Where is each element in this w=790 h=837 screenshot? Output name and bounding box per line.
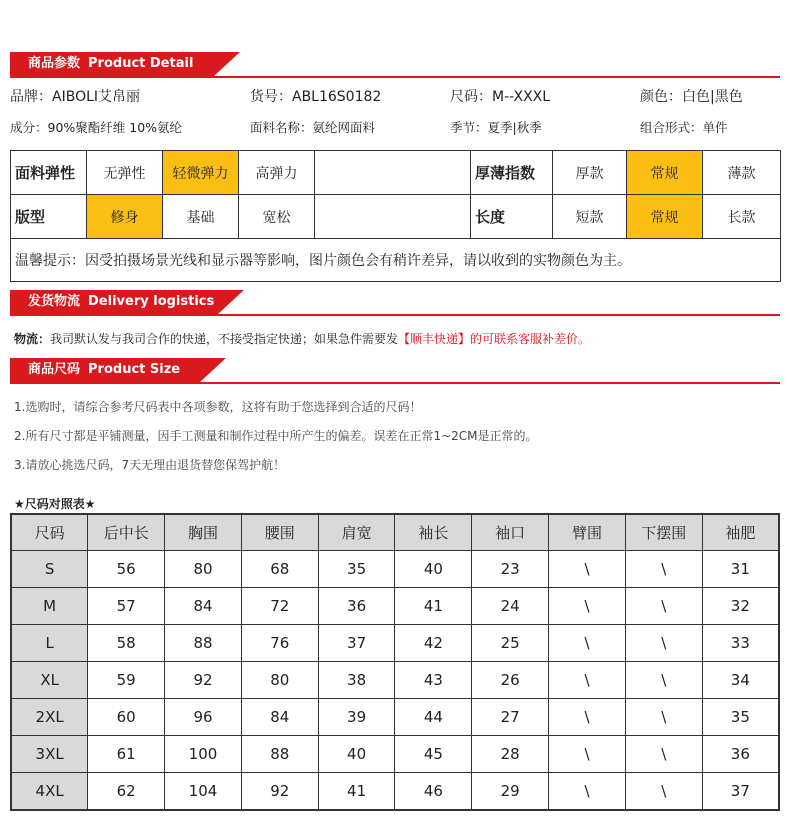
size-value-cell: \ [549, 773, 626, 811]
season: 季节：夏季|秋季 [450, 119, 542, 135]
size-value-cell: 61 [88, 736, 165, 773]
section-title-en: Delivery logistics [88, 294, 215, 309]
attr-row [11, 239, 781, 282]
section-header-detail [10, 46, 780, 80]
section-divider [10, 314, 780, 316]
empty-cell [315, 151, 471, 195]
size-value-cell: 88 [241, 736, 318, 773]
empty-cell [315, 195, 471, 239]
size-value-cell: 43 [395, 662, 472, 699]
size-label-cell: S [11, 551, 88, 588]
size-value-cell: 60 [88, 699, 165, 736]
thickness-label: 厚薄指数 [471, 151, 553, 195]
size-value-cell: 100 [165, 736, 242, 773]
size-value-cell: 23 [472, 551, 549, 588]
length-option: 长款 [703, 195, 781, 239]
elasticity-option: 高弹力 [239, 151, 315, 195]
size-value-cell: 36 [318, 588, 395, 625]
fit-option: 宽松 [239, 195, 315, 239]
header-cell: 臂围 [549, 514, 626, 551]
size-value-cell: 76 [241, 625, 318, 662]
size-value-cell: \ [625, 736, 702, 773]
size-value-cell: \ [549, 588, 626, 625]
size-value-cell: 84 [165, 588, 242, 625]
size-table [10, 513, 780, 811]
header-cell: 袖肥 [702, 514, 779, 551]
size-value-cell: 88 [165, 625, 242, 662]
size-value-cell: \ [625, 699, 702, 736]
size-value-cell: \ [625, 662, 702, 699]
size-value-cell: 72 [241, 588, 318, 625]
size-value-cell: 40 [318, 736, 395, 773]
item-number: 货号：ABL16S0182 [250, 88, 382, 105]
size-value-cell: 37 [702, 773, 779, 811]
section-tab-slant [200, 358, 226, 382]
size-value-cell: 29 [472, 773, 549, 811]
section-title-en: Product Detail [88, 56, 194, 71]
size-value-cell: 37 [318, 625, 395, 662]
fabric-name: 面料名称：氨纶网面料 [250, 119, 376, 135]
size-value-cell: 96 [165, 699, 242, 736]
section-tab-slant [214, 52, 240, 76]
size-value-cell: 80 [241, 662, 318, 699]
size-value-cell: 59 [88, 662, 165, 699]
length-option-selected: 常规 [627, 195, 703, 239]
size-value-cell: 92 [165, 662, 242, 699]
size-table-header [11, 514, 779, 551]
size-value-cell: 41 [395, 588, 472, 625]
section-header-logistics [10, 284, 780, 318]
section-tab [10, 358, 200, 382]
size-value-cell: 46 [395, 773, 472, 811]
header-cell: 肩宽 [318, 514, 395, 551]
section-divider [10, 382, 780, 384]
size-label-cell: XL [11, 662, 88, 699]
size-value-cell: 27 [472, 699, 549, 736]
size-label-cell: 3XL [11, 736, 88, 773]
size-value-cell: 35 [702, 699, 779, 736]
header-cell: 袖长 [395, 514, 472, 551]
size-value-cell: 34 [702, 662, 779, 699]
size-value-cell: 57 [88, 588, 165, 625]
header-cell: 胸围 [165, 514, 242, 551]
table-row [11, 699, 779, 736]
section-tab [10, 290, 218, 314]
size-value-cell: 42 [395, 625, 472, 662]
size-value-cell: 25 [472, 625, 549, 662]
colors: 颜色：白色|黑色 [640, 88, 743, 105]
size-value-cell: 84 [241, 699, 318, 736]
size-table-title: ★尺码对照表★ [14, 497, 96, 511]
size-value-cell: 33 [702, 625, 779, 662]
size-value-cell: \ [549, 625, 626, 662]
size-value-cell: \ [625, 773, 702, 811]
size-value-cell: \ [625, 588, 702, 625]
attr-row [11, 195, 781, 239]
table-row [11, 551, 779, 588]
size-value-cell: \ [549, 736, 626, 773]
table-row [11, 773, 779, 811]
detail-row [10, 111, 780, 142]
composition: 成分：90%聚酯纤维 10%氨纶 [10, 119, 183, 135]
size-table-body [11, 551, 779, 811]
size-value-cell: 40 [395, 551, 472, 588]
header-cell: 后中长 [88, 514, 165, 551]
thickness-option: 厚款 [553, 151, 627, 195]
size-value-cell: 32 [702, 588, 779, 625]
table-row [11, 588, 779, 625]
fit-option: 基础 [163, 195, 239, 239]
size-label-cell: M [11, 588, 88, 625]
combination: 组合形式：单件 [640, 119, 728, 135]
size-value-cell: 35 [318, 551, 395, 588]
logistics-label: 物流： [14, 332, 51, 346]
size-note: 2.所有尺寸都是平铺测量，因手工测量和制作过程中所产生的偏差。误差在正常1~2CM是正常的。 [14, 429, 538, 443]
size-label-cell: 4XL [11, 773, 88, 811]
size-label-cell: 2XL [11, 699, 88, 736]
thickness-option-selected: 常规 [627, 151, 703, 195]
size-value-cell: 28 [472, 736, 549, 773]
length-label: 长度 [471, 195, 553, 239]
size-value-cell: 24 [472, 588, 549, 625]
size-value-cell: 68 [241, 551, 318, 588]
size-value-cell: 45 [395, 736, 472, 773]
size-value-cell: 58 [88, 625, 165, 662]
table-row [11, 625, 779, 662]
size-value-cell: 26 [472, 662, 549, 699]
size-value-cell: \ [625, 625, 702, 662]
size-value-cell: 80 [165, 551, 242, 588]
size-note: 3.请放心挑选尺码，7天无理由退货替您保驾护航！ [14, 458, 286, 472]
section-tab [10, 52, 214, 76]
size-value-cell: 44 [395, 699, 472, 736]
section-divider [10, 76, 780, 78]
table-row [11, 736, 779, 773]
size-value-cell: 92 [241, 773, 318, 811]
logistics-note [14, 330, 590, 347]
size-value-cell: 104 [165, 773, 242, 811]
size-value-cell: 41 [318, 773, 395, 811]
section-title-en: Product Size [88, 362, 181, 377]
size-value-cell: 39 [318, 699, 395, 736]
header-cell: 尺码 [11, 514, 88, 551]
size-value-cell: 62 [88, 773, 165, 811]
table-row [11, 662, 779, 699]
thickness-option: 薄款 [703, 151, 781, 195]
size-value-cell: 31 [702, 551, 779, 588]
section-title-zh: 发货物流 [28, 294, 81, 309]
fit-label: 版型 [11, 195, 87, 239]
size-label-cell: L [11, 625, 88, 662]
attributes-table [10, 150, 781, 282]
size-value-cell: \ [625, 551, 702, 588]
logistics-highlight: 【顺丰快递】的可联系客服补差价。 [398, 332, 591, 346]
size-value-cell: \ [549, 662, 626, 699]
elasticity-option-selected: 轻微弹力 [163, 151, 239, 195]
size-value-cell: \ [549, 699, 626, 736]
section-title-zh: 商品参数 [28, 56, 81, 71]
logistics-text: 我司默认发与我司合作的快递，不接受指定快递；如果急件需要发 [50, 332, 399, 346]
elasticity-label: 面料弹性 [11, 151, 87, 195]
size-note: 1.选购时，请综合参考尺码表中各项参数，这将有助于您选择到合适的尺码！ [14, 400, 422, 414]
size-value-cell: 36 [702, 736, 779, 773]
section-header-size [10, 352, 780, 386]
size-value-cell: 38 [318, 662, 395, 699]
header-cell: 腰围 [241, 514, 318, 551]
product-detail-table [10, 80, 780, 142]
header-cell: 袖口 [472, 514, 549, 551]
size-range: 尺码：M--XXXL [450, 88, 551, 105]
color-tip: 温馨提示：因受拍摄场景光线和显示器等影响，图片颜色会有稍许差异，请以收到的实物颜色为主。 [11, 239, 781, 282]
size-value-cell: \ [549, 551, 626, 588]
section-title-zh: 商品尺码 [28, 362, 81, 377]
header-cell: 下摆围 [625, 514, 702, 551]
attr-row [11, 151, 781, 195]
section-tab-slant [218, 290, 244, 314]
fit-option-selected: 修身 [87, 195, 163, 239]
elasticity-option: 无弹性 [87, 151, 163, 195]
detail-row [10, 80, 780, 111]
brand: 品牌：AIBOLI艾帛丽 [10, 88, 141, 105]
length-option: 短款 [553, 195, 627, 239]
size-value-cell: 56 [88, 551, 165, 588]
